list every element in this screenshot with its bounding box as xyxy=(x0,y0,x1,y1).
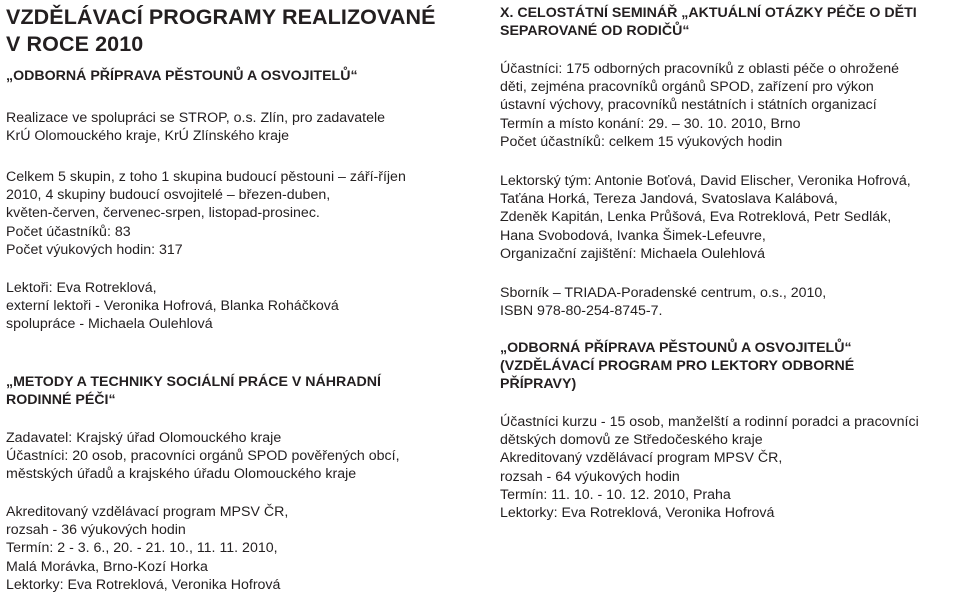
text-line: květen-červen, červenec-srpen, listopad-prosinec. xyxy=(6,205,320,222)
heading-line: „METODY A TECHNIKY SOCIÁLNÍ PRÁCE V NÁHRADNÍ xyxy=(6,374,381,390)
text-line: Sborník – TRIADA-Poradenské centrum, o.s., 2010, xyxy=(500,285,827,301)
text-line: Akreditovaný vzdělávací program MPSV ČR, xyxy=(6,504,289,520)
text-line: ústavní výchovy, pracovníků nestátních i státních organizací xyxy=(500,97,877,114)
text-line: Lektoři: Eva Rotreklová, xyxy=(6,280,157,296)
section-heading-pestouni xyxy=(6,67,358,85)
paragraph-akreditace xyxy=(6,503,288,594)
paragraph-skupiny xyxy=(6,168,406,259)
paragraph-zadavatel xyxy=(6,429,400,484)
text-line: externí lektoři - Veronika Hofrová, Blanka Roháčková xyxy=(6,298,339,315)
text-line: spolupráce - Michaela Oulehlová xyxy=(6,316,213,333)
text-line: Hana Svobodová, Ivanka Šimek-Lefeuvre, xyxy=(500,227,766,244)
paragraph-realizace xyxy=(6,109,385,145)
text-line: Celkem 5 skupin, z toho 1 skupina budoucí pěstouni – září-říjen xyxy=(6,169,406,185)
text-line: Účastníci: 175 odborných pracovníků z oblasti péče o ohrožené xyxy=(500,61,900,77)
section-heading-seminar xyxy=(500,4,917,40)
text-line: děti, zejména pracovníků orgánů SPOD, zařízení pro výkon xyxy=(500,79,874,96)
text-line: Lektorky: Eva Rotreklová, Veronika Hofrová xyxy=(6,576,281,593)
text-line: Účastníci kurzu - 15 osob, manželští a rodinní poradci a pracovníci xyxy=(500,414,919,430)
paragraph-ucastnici xyxy=(500,60,899,151)
text-line: rozsah - 36 výukových hodin xyxy=(6,522,186,539)
page-title xyxy=(6,0,436,58)
text-line: Počet účastníků: celkem 15 výukových hodin xyxy=(500,133,783,150)
text-line: rozsah - 64 výukových hodin xyxy=(500,468,680,485)
text-line: Lektorky: Eva Rotreklová, Veronika Hofrová xyxy=(500,505,775,522)
text-line: Termín: 11. 10. - 10. 12. 2010, Praha xyxy=(500,486,731,503)
text-line: ISBN 978-80-254-8745-7. xyxy=(500,303,663,320)
text-line: Taťána Horká, Tereza Jandová, Svatoslava Kalábová, xyxy=(500,191,838,208)
paragraph-sbornik xyxy=(500,284,826,320)
heading-line: PŘÍPRAVY) xyxy=(500,376,577,392)
text-line: Termín a místo konání: 29. – 30. 10. 2010, Brno xyxy=(500,115,801,132)
heading-line: X. CELOSTÁTNÍ SEMINÁŘ „AKTUÁLNÍ OTÁZKY PÉČE O DĚTI xyxy=(500,5,917,21)
heading-line: RODINNÉ PÉČI“ xyxy=(6,392,116,408)
text-line: KrÚ Olomouckého kraje, KrÚ Zlínského kraje xyxy=(6,128,290,145)
text-line: Organizační zajištění: Michaela Oulehlová xyxy=(500,245,765,262)
heading-line: „ODBORNÁ PŘÍPRAVA PĚSTOUNŮ A OSVOJITELŮ“ xyxy=(500,340,852,356)
section-heading-lektori-program xyxy=(500,339,854,393)
text-line: Akreditovaný vzdělávací program MPSV ČR, xyxy=(500,450,783,467)
text-line: Počet výukových hodin: 317 xyxy=(6,241,183,258)
text-line: Lektorský tým: Antonie Boťová, David Elischer, Veronika Hofrová, xyxy=(500,173,911,189)
paragraph-kurz xyxy=(500,413,919,522)
text-line: Zadavatel: Krajský úřad Olomouckého kraje xyxy=(6,430,282,446)
page-title-line: V ROCE 2010 xyxy=(6,32,144,56)
text-line: 2010, 4 skupiny budoucí osvojitelé – březen-duben, xyxy=(6,187,331,204)
text-line: dětských domovů ze Středočeského kraje xyxy=(500,432,763,449)
heading-line: „ODBORNÁ PŘÍPRAVA PĚSTOUNŮ A OSVOJITELŮ“ xyxy=(6,68,358,84)
text-line: Realizace ve spolupráci se STROP, o.s. Zlín, pro zadavatele xyxy=(6,110,386,126)
text-line: Malá Morávka, Brno-Kozí Horka xyxy=(6,558,208,575)
section-heading-metody xyxy=(6,373,381,409)
text-line: Termín: 2 - 3. 6., 20. - 21. 10., 11. 11. 2010, xyxy=(6,540,278,557)
text-line: Účastníci: 20 osob, pracovníci orgánů SPOD pověřených obcí, xyxy=(6,448,400,465)
text-line: městských úřadů a krajského úřadu Olomouckého kraje xyxy=(6,466,357,483)
paragraph-lektori xyxy=(6,279,339,334)
text-line: Zdeněk Kapitán, Lenka Průšová, Eva Rotreklová, Petr Sedlák, xyxy=(500,209,892,226)
heading-line: SEPAROVANÉ OD RODIČŮ“ xyxy=(500,23,690,39)
page-title-line: VZDĚLÁVACÍ PROGRAMY REALIZOVANÉ xyxy=(6,5,436,29)
paragraph-lektorsky-tym xyxy=(500,172,911,263)
text-line: Počet účastníků: 83 xyxy=(6,223,131,240)
heading-line: (VZDĚLÁVACÍ PROGRAM PRO LEKTORY ODBORNÉ xyxy=(500,358,855,374)
